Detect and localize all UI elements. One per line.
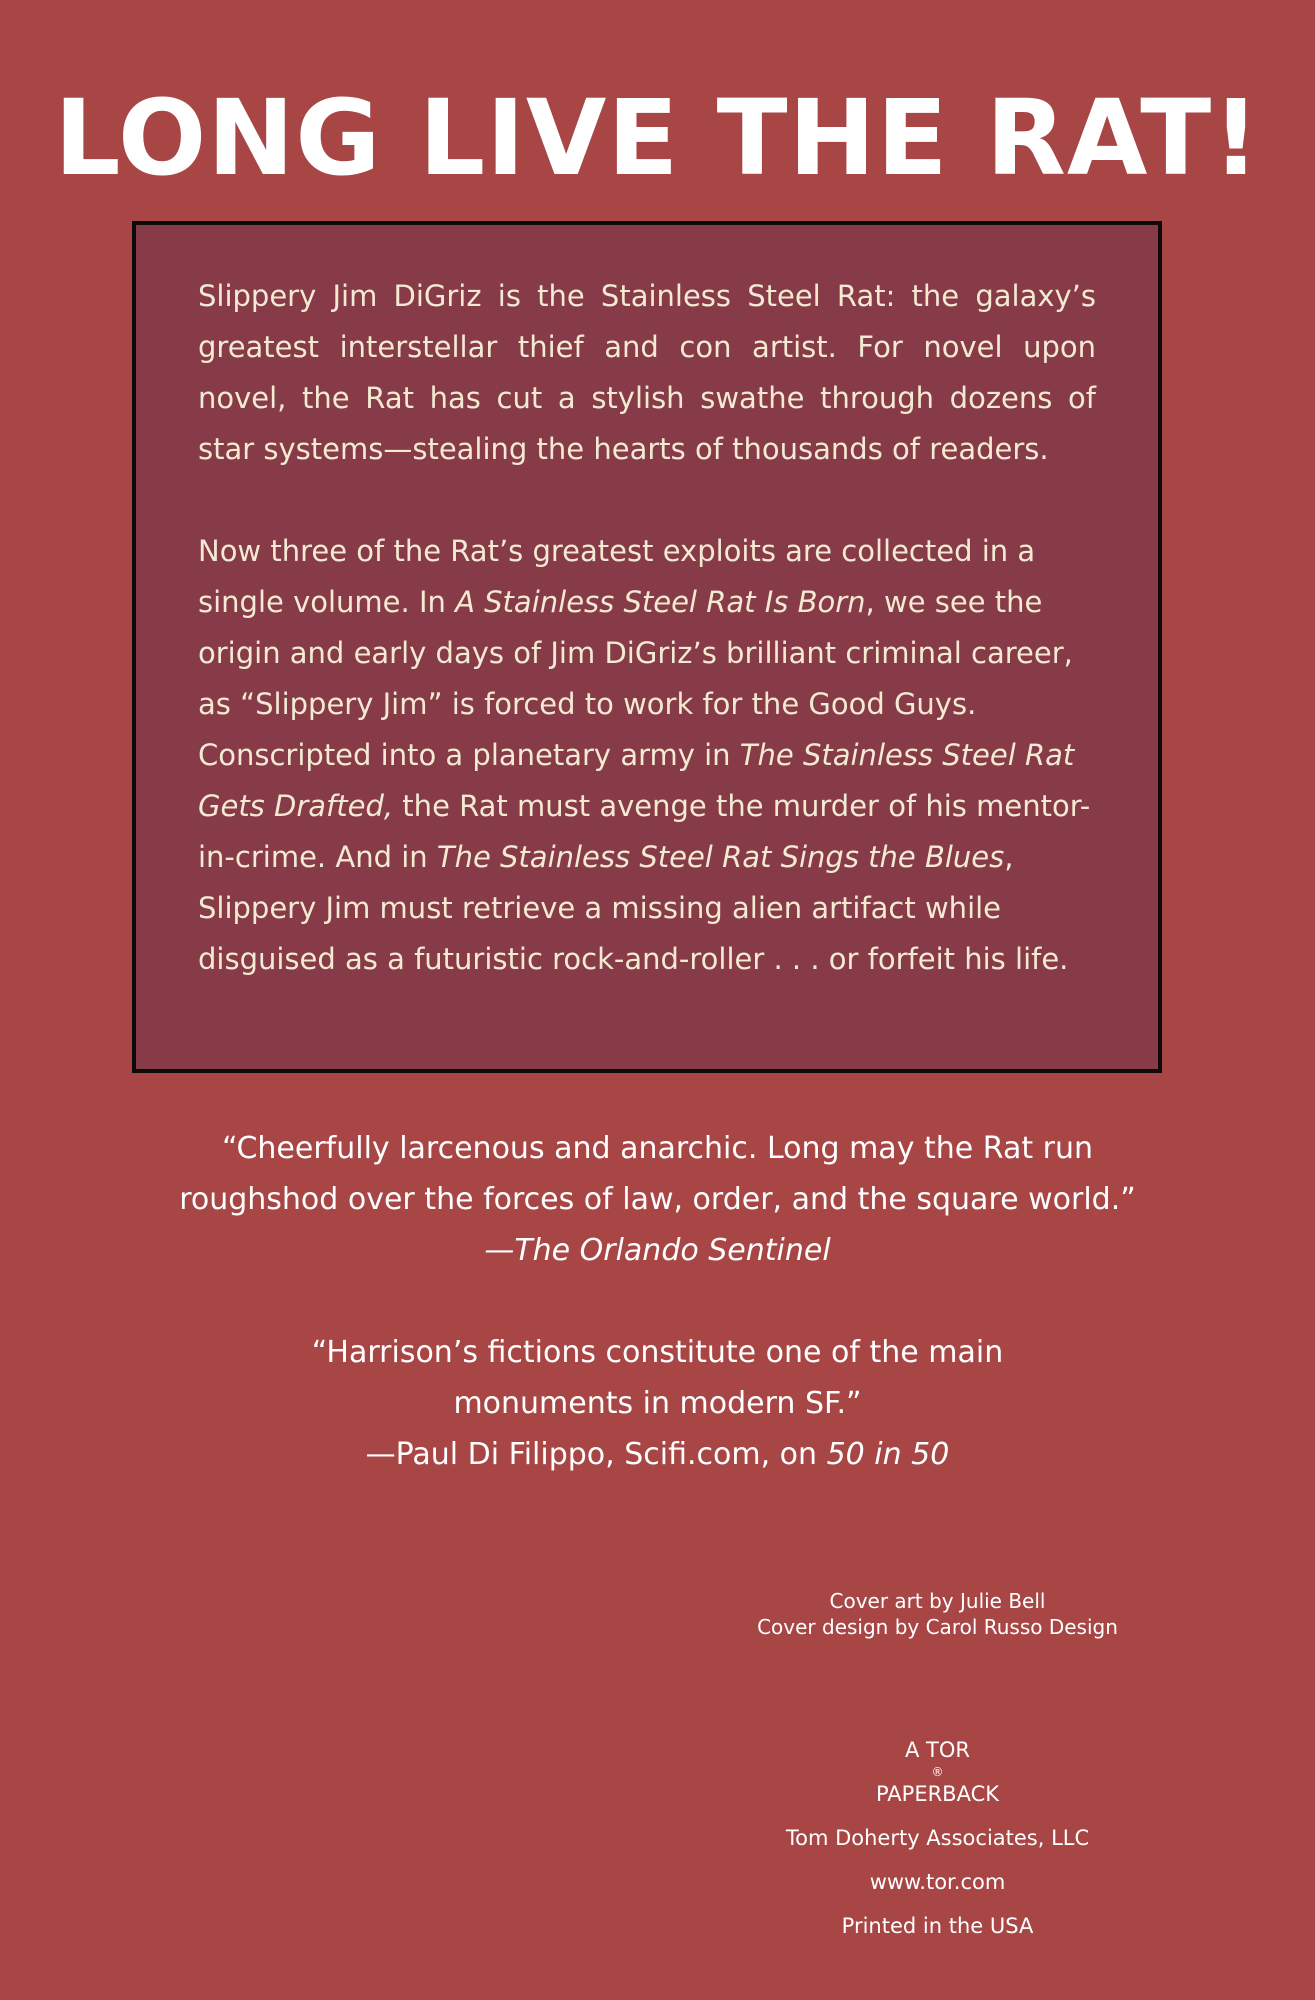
quote-attribution: —Paul Di Filippo, Scifi.com, on 50 in 50 [365,1437,950,1472]
quote-line: “Harrison’s fictions constitute one of the main [311,1335,1004,1370]
quote-line: roughshod over the forces of law, order, and the square world.” [179,1182,1136,1217]
book-title-50in50: 50 in 50 [826,1437,950,1472]
book-title-blues: The Stainless Steel Rat Sings the Blues [436,840,1005,874]
printed-location: Printed in the USA [841,1914,1034,1938]
blurb-text: the Rat must avenge the murder of his mentor-in-crime. And in [198,789,1091,874]
review-quote-scifi [0,1327,1315,1480]
quote-attribution: —The Orlando Sentinel [484,1233,831,1268]
blurb-text: , Slippery Jim must retrieve a missing alien artifact while disguised as a futuristic rock-and-roller . . . or forfeit his life. [198,840,1069,976]
blurb-text: , we see the origin and early days of Jim DiGriz’s brilliant criminal career, as “Slippery Jim” is forced to work for the Good Guys. Conscripted into a planetary army in [198,585,1073,772]
publisher-info [700,1728,1175,1948]
imprint: A TOR ® PAPERBACK [875,1738,1000,1806]
quote-line: “Cheerfully larcenous and anarchic. Long may the Rat run [222,1131,1093,1166]
blurb-paragraph-2 [198,526,1096,985]
publisher-website: www.tor.com [869,1870,1006,1894]
cover-design-credit: Cover design by Carol Russo Design [757,1615,1118,1639]
review-quote-sentinel [0,1123,1315,1276]
blurb-box [132,221,1162,1073]
cover-credits [700,1588,1175,1640]
quote-line: monuments in modern SF.” [453,1386,862,1421]
cover-art-credit: Cover art by Julie Bell [829,1589,1046,1613]
headline: LONG LIVE THE RAT! [54,77,1261,199]
book-title-drafted: The Stainless Steel Rat Gets Drafted, [198,738,1075,823]
blurb-paragraph-1: Slippery Jim DiGriz is the Stainless Steel Rat: the galaxy’s greatest interstellar thief and con artist. For novel upon novel, the Rat has cut a stylish swathe through dozens of star systems—stealing the hearts of thousands of readers. [198,279,1096,466]
publisher-name: Tom Doherty Associates, LLC [785,1826,1090,1850]
blurb-text: Now three of the Rat’s greatest exploits are collected in a single volume. In [198,534,1036,619]
book-title-born: A Stainless Steel Rat Is Born [455,585,866,619]
